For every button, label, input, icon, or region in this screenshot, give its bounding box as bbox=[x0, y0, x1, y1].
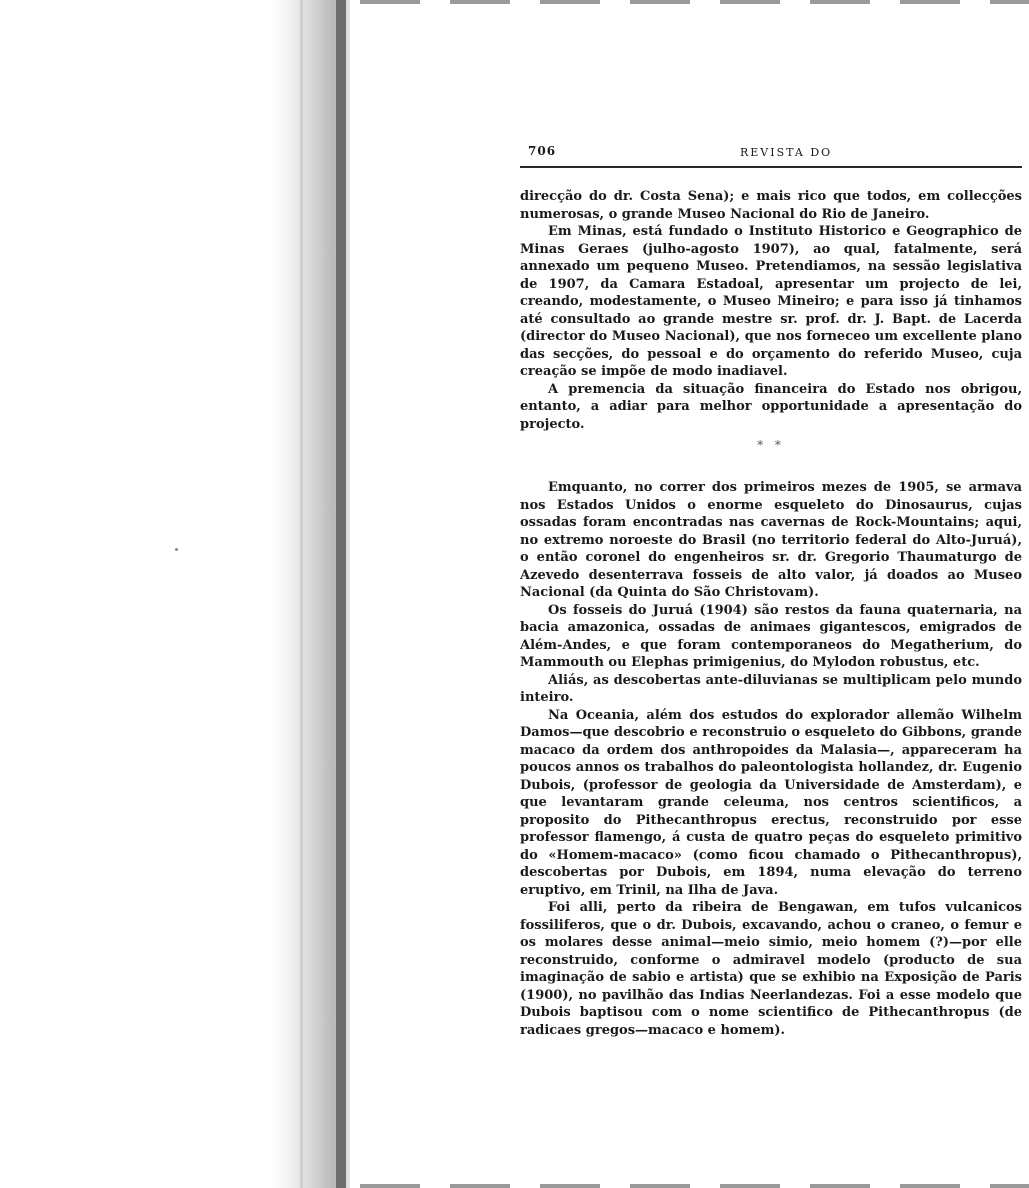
book-page bbox=[520, 140, 1022, 1039]
gutter-fold bbox=[336, 0, 346, 1188]
paragraph: direcção do dr. Costa Sena); e mais rico que todos, em collecções numerosas, o grande Museo Nacional do Rio de Janeiro. bbox=[520, 189, 1022, 222]
running-head: REVISTA DO bbox=[740, 146, 833, 159]
paragraph: A premencia da situação financeira do Estado nos obrigou, entanto, a adiar para melhor opportunidade a apresentação do projecto. bbox=[520, 381, 1022, 432]
paragraph: Os fosseis do Juruá (1904) são restos da fauna quaternaria, na bacia amazonica, ossadas de animaes gigantescos, emigrados de Além-Andes, e que foram contemporaneos do Megatherium, do Mammouth ou Elephas primigenius, do Mylodon robustus, etc. bbox=[520, 602, 1022, 670]
paragraph: Aliás, as descobertas ante-diluvianas se multiplicam pelo mundo inteiro. bbox=[520, 672, 1022, 705]
page-number: 706 bbox=[528, 144, 557, 158]
header-rule bbox=[520, 166, 1022, 168]
paragraph: Foi alli, perto da ribeira de Bengawan, em tufos vulcanicos fossiliferos, que o dr. Dubois, excavando, achou o craneo, o femur e os molares desse animal—meio simio, meio homem (?)—por elle reconstruido, conforme o admiravel modelo (producto de sua imaginação de sabio e artista) que se exhibio na Exposição de Paris (1900), no pavilhão das Indias Neerlandezas. Foi a esse modelo que Dubois baptisou com o nome scientifico de Pithecanthropus (de radicaes gregos—macaco e homem). bbox=[520, 900, 1022, 1038]
scan-speck bbox=[175, 548, 178, 551]
scan-edge-bottom bbox=[360, 1184, 1029, 1188]
gutter-edge bbox=[300, 0, 303, 1188]
page-header bbox=[520, 140, 1022, 164]
paragraph: Emquanto, no correr dos primeiros mezes de 1905, se armava nos Estados Unidos o enorme esqueleto do Dinosaurus, cujas ossadas foram encontradas nas cavernas de Rock-Mountains; aqui, no extremo noroeste do Brasil (no territorio federal do Alto-Juruá), o então coronel do engenheiros sr. dr. Gregorio Thaumaturgo de Azevedo desenterrava fosseis de alto valor, já doados ao Museo Nacional (da Quinta do São Christovam). bbox=[520, 480, 1022, 600]
paragraph: Na Oceania, além dos estudos do explorador allemão Wilhelm Damos—que descobrio e reconstruio o esqueleto do Gibbons, grande macaco da ordem dos anthropoides da Malasia—, appareceram ha poucos annos os trabalhos do paleontologista hollandez, dr. Eugenio Dubois, (professor de geologia da Universidade de Amsterdam), e que levantaram grande celeuma, nos centros scientificos, a proposito do Pithecanthropus erectus, reconstruido por esse professor flamengo, á custa de quatro peças do esqueleto primitivo do «Homem-macaco» (como ficou chamado o Pithecanthropus), descobertas por Dubois, em 1894, numa elevação do terreno eruptivo, em Trinil, na Ilha de Java. bbox=[520, 707, 1022, 898]
paragraph: Em Minas, está fundado o Instituto Historico e Geographico de Minas Geraes (julho-agosto 1907), ao qual, fatalmente, será annexado um pequeno Museo. Pretendiamos, na sessão legislativa de 1907, da Camara Estadoal, apresentar um projecto de lei, creando, modestamente, o Museo Mineiro; e para isso já tinhamos até consultado ao grande mestre sr. prof. dr. J. Bapt. de Lacerda (director do Museo Nacional), que nos forneceo um excellente plano das secções, do pessoal e do orçamento do referido Museo, cuja creação se impõe de modo inadiavel. bbox=[520, 224, 1022, 379]
section-separator: * * bbox=[757, 438, 785, 452]
scan-edge-top bbox=[360, 0, 1029, 4]
